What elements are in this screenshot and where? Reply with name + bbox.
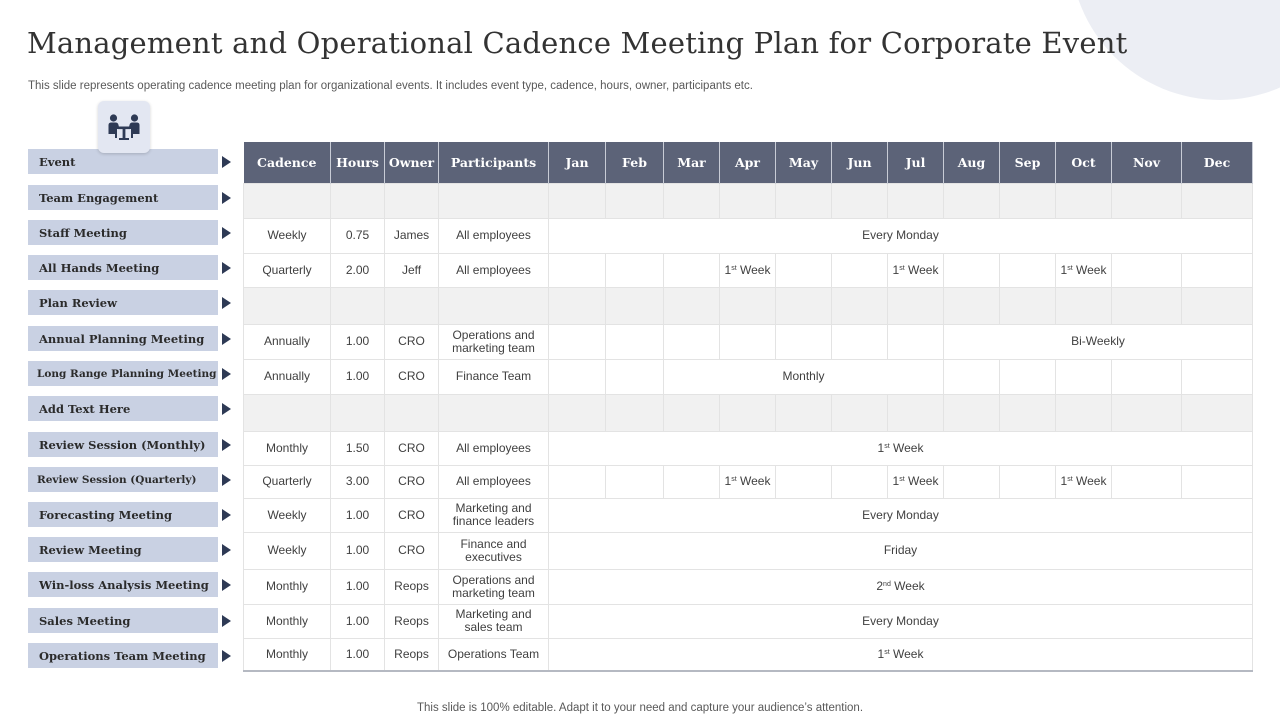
schedule-cell (549, 604, 1253, 638)
empty-cell (385, 394, 439, 431)
schedule-text: Week (1072, 262, 1107, 277)
empty-cell (776, 183, 832, 218)
table-row (244, 183, 1253, 218)
triangle-right-icon (222, 297, 231, 309)
triangle-right-icon (222, 509, 231, 521)
schedule-text: Friday (883, 543, 918, 557)
schedule-ordinal-suffix: st (899, 476, 905, 483)
empty-cell (439, 394, 549, 431)
month-cell (1112, 465, 1182, 498)
month-cell (1000, 359, 1056, 394)
empty-cell (1056, 183, 1112, 218)
column-header: Nov (1112, 142, 1182, 183)
sidebar-label: Plan Review (28, 290, 218, 315)
column-header: Dec (1182, 142, 1253, 183)
schedule-ordinal-suffix: st (884, 648, 890, 656)
schedule-cell (549, 638, 1253, 671)
owner-cell: CRO (385, 431, 439, 465)
schedule-ordinal-suffix: st (1067, 476, 1073, 483)
month-cell (776, 465, 832, 498)
triangle-right-icon (222, 439, 231, 451)
table-row (244, 359, 1253, 394)
participants-cell: Operations and marketing team (439, 569, 549, 604)
month-cell (664, 465, 720, 498)
table-row (244, 218, 1253, 253)
empty-cell (1000, 287, 1056, 324)
column-header: Jan (549, 142, 606, 183)
empty-cell (664, 287, 720, 324)
table-row (244, 394, 1253, 431)
owner-cell: CRO (385, 532, 439, 569)
sidebar-label: Forecasting Meeting (28, 502, 218, 527)
column-header: Sep (1000, 142, 1056, 183)
empty-cell (385, 183, 439, 218)
cadence-cell: Monthly (244, 431, 331, 465)
triangle-right-icon (222, 544, 231, 556)
owner-cell: CRO (385, 465, 439, 498)
schedule-ordinal: 1 (1060, 262, 1068, 277)
participants-cell: All employees (439, 465, 549, 498)
schedule-cell (549, 431, 1253, 465)
month-cell (832, 253, 888, 287)
empty-cell (606, 287, 664, 324)
hours-cell: 1.00 (331, 498, 385, 532)
hours-cell: 1.00 (331, 569, 385, 604)
schedule-ordinal: 1 (724, 474, 732, 488)
schedule-text: Week (889, 646, 924, 661)
empty-cell (1112, 287, 1182, 324)
empty-cell (549, 287, 606, 324)
hours-cell: 1.50 (331, 431, 385, 465)
footer-note: This slide is 100% editable. Adapt it to your need and capture your audience’s attention. (416, 702, 864, 714)
table-row (244, 532, 1253, 569)
table-row (244, 465, 1253, 498)
month-cell (664, 324, 720, 359)
empty-cell (606, 394, 664, 431)
schedule-text: Week (890, 579, 925, 593)
month-cell (549, 253, 606, 287)
empty-cell (1056, 394, 1112, 431)
owner-cell: Reops (385, 638, 439, 671)
empty-cell (720, 183, 776, 218)
empty-cell (244, 183, 331, 218)
sidebar-label: All Hands Meeting (28, 255, 218, 280)
empty-cell (385, 287, 439, 324)
sidebar-label: Long Range Planning Meeting (28, 361, 218, 386)
empty-cell (606, 183, 664, 218)
cadence-cell: Monthly (244, 638, 331, 671)
schedule-cell (1056, 465, 1112, 498)
owner-cell: Reops (385, 604, 439, 638)
empty-cell (549, 394, 606, 431)
column-header: Feb (606, 142, 664, 183)
table-row (244, 287, 1253, 324)
month-cell (776, 324, 832, 359)
empty-cell (1056, 287, 1112, 324)
empty-cell (832, 287, 888, 324)
empty-cell (888, 394, 944, 431)
month-cell (776, 253, 832, 287)
empty-cell (244, 287, 331, 324)
schedule-cell (944, 324, 1253, 359)
owner-cell: Reops (385, 569, 439, 604)
month-cell (1000, 465, 1056, 498)
column-header: Aug (944, 142, 1000, 183)
triangle-right-icon (222, 192, 231, 204)
cadence-cell: Weekly (244, 218, 331, 253)
month-cell (944, 253, 1000, 287)
month-cell (1182, 253, 1253, 287)
empty-cell (944, 287, 1000, 324)
schedule-ordinal: 1 (892, 262, 900, 277)
sidebar-label: Operations Team Meeting (28, 643, 218, 668)
month-cell (549, 359, 606, 394)
schedule-ordinal: 1 (1060, 474, 1068, 488)
hours-cell: 1.00 (331, 604, 385, 638)
empty-cell (776, 287, 832, 324)
month-cell (720, 324, 776, 359)
column-header: Owner (385, 142, 439, 183)
schedule-cell (549, 569, 1253, 604)
month-cell (606, 253, 664, 287)
schedule-ordinal-suffix: st (1067, 264, 1073, 272)
schedule-cell (549, 498, 1253, 532)
schedule-ordinal-suffix: st (899, 264, 905, 272)
table-row (244, 324, 1253, 359)
month-cell (888, 324, 944, 359)
table-row (244, 638, 1253, 671)
schedule-text: Bi-Weekly (1071, 334, 1125, 348)
schedule-cell (664, 359, 944, 394)
participants-cell: Finance and executives (439, 532, 549, 569)
month-cell (1056, 359, 1112, 394)
triangle-right-icon (222, 579, 231, 591)
empty-cell (944, 183, 1000, 218)
table-row (244, 569, 1253, 604)
owner-cell: Jeff (385, 253, 439, 287)
column-header: Oct (1056, 142, 1112, 183)
month-cell (1000, 253, 1056, 287)
schedule-ordinal-suffix: st (884, 442, 890, 450)
owner-cell: CRO (385, 498, 439, 532)
cadence-cell: Annually (244, 324, 331, 359)
empty-cell (549, 183, 606, 218)
triangle-right-icon (222, 227, 231, 239)
month-cell (944, 359, 1000, 394)
empty-cell (1182, 287, 1253, 324)
page-subtitle: This slide represents operating cadence meeting plan for organizational events. It includes event type, cadence, hours, owner, participants etc. (28, 80, 753, 92)
empty-cell (1000, 183, 1056, 218)
schedule-cell (888, 465, 944, 498)
triangle-right-icon (222, 262, 231, 274)
cadence-cell: Weekly (244, 532, 331, 569)
table-row (244, 253, 1253, 287)
month-cell (1112, 359, 1182, 394)
meeting-people-icon (98, 101, 150, 153)
empty-cell (331, 394, 385, 431)
schedule-ordinal: 1 (724, 262, 732, 277)
hours-cell: 1.00 (331, 359, 385, 394)
schedule-ordinal: 2 (876, 579, 884, 593)
schedule-cell (549, 532, 1253, 569)
empty-cell (776, 394, 832, 431)
triangle-right-icon (222, 368, 231, 380)
triangle-right-icon (222, 333, 231, 345)
sidebar-label: Review Session (Quarterly) (28, 467, 218, 492)
empty-cell (1112, 394, 1182, 431)
column-header: Cadence (244, 142, 331, 183)
month-cell (606, 324, 664, 359)
empty-cell (664, 183, 720, 218)
month-cell (832, 465, 888, 498)
sidebar-label: Review Meeting (28, 537, 218, 562)
empty-cell (944, 394, 1000, 431)
participants-cell: All employees (439, 218, 549, 253)
schedule-cell (720, 253, 776, 287)
table-header-row (244, 142, 1253, 183)
sidebar-label: Add Text Here (28, 396, 218, 421)
schedule-text: Every Monday (862, 507, 939, 522)
participants-cell: Marketing and finance leaders (439, 498, 549, 532)
schedule-ordinal-suffix: st (731, 264, 737, 272)
month-cell (549, 465, 606, 498)
schedule-ordinal-suffix: st (731, 476, 737, 483)
triangle-right-icon (222, 650, 231, 662)
sidebar-label: Staff Meeting (28, 220, 218, 245)
month-cell (832, 324, 888, 359)
schedule-text: Week (904, 262, 939, 277)
schedule-ordinal: 1 (892, 474, 900, 488)
month-cell (664, 253, 720, 287)
empty-cell (331, 287, 385, 324)
column-header: Participants (439, 142, 549, 183)
hours-cell: 1.00 (331, 324, 385, 359)
sidebar-label: Event (28, 149, 218, 174)
hours-cell: 3.00 (331, 465, 385, 498)
empty-cell (1000, 394, 1056, 431)
column-header: Hours (331, 142, 385, 183)
participants-cell: All employees (439, 431, 549, 465)
schedule-cell (888, 253, 944, 287)
page-title: Management and Operational Cadence Meeting Plan for Corporate Event (27, 26, 1128, 60)
participants-cell: Operations and marketing team (439, 324, 549, 359)
participants-cell: Finance Team (439, 359, 549, 394)
cadence-cell: Quarterly (244, 465, 331, 498)
empty-cell (832, 183, 888, 218)
schedule-ordinal-suffix: nd (883, 581, 891, 588)
participants-cell: Marketing and sales team (439, 604, 549, 638)
schedule-cell (549, 218, 1253, 253)
empty-cell (1182, 183, 1253, 218)
empty-cell (720, 394, 776, 431)
sidebar-label: Review Session (Monthly) (28, 432, 218, 457)
column-header: Jun (832, 142, 888, 183)
triangle-right-icon (222, 403, 231, 415)
schedule-text: Week (889, 440, 924, 455)
empty-cell (720, 287, 776, 324)
owner-cell: James (385, 218, 439, 253)
cadence-cell: Monthly (244, 569, 331, 604)
cadence-cell: Monthly (244, 604, 331, 638)
sidebar-label: Team Engagement (28, 185, 218, 210)
hours-cell: 1.00 (331, 638, 385, 671)
sidebar-label: Annual Planning Meeting (28, 326, 218, 351)
empty-cell (888, 287, 944, 324)
schedule-text: Every Monday (862, 228, 939, 242)
cadence-cell: Quarterly (244, 253, 331, 287)
hours-cell: 0.75 (331, 218, 385, 253)
sidebar-label: Win-loss Analysis Meeting (28, 572, 218, 597)
empty-cell (832, 394, 888, 431)
schedule-text: Week (904, 474, 939, 488)
month-cell (1182, 465, 1253, 498)
empty-cell (1112, 183, 1182, 218)
empty-cell (331, 183, 385, 218)
participants-cell: All employees (439, 253, 549, 287)
month-cell (1182, 359, 1253, 394)
schedule-cell (1056, 253, 1112, 287)
cadence-table (243, 142, 1253, 672)
sidebar-label: Sales Meeting (28, 608, 218, 633)
owner-cell: CRO (385, 324, 439, 359)
schedule-cell (720, 465, 776, 498)
empty-cell (888, 183, 944, 218)
month-cell (549, 324, 606, 359)
schedule-text: Every Monday (862, 613, 939, 628)
column-header: Mar (664, 142, 720, 183)
triangle-right-icon (222, 474, 231, 486)
column-header: Apr (720, 142, 776, 183)
cadence-cell: Annually (244, 359, 331, 394)
column-header: May (776, 142, 832, 183)
schedule-text: Week (736, 262, 771, 277)
empty-cell (439, 287, 549, 324)
hours-cell: 1.00 (331, 532, 385, 569)
table-row (244, 604, 1253, 638)
triangle-right-icon (222, 615, 231, 627)
empty-cell (1182, 394, 1253, 431)
owner-cell: CRO (385, 359, 439, 394)
empty-cell (244, 394, 331, 431)
participants-cell: Operations Team (439, 638, 549, 671)
month-cell (944, 465, 1000, 498)
column-header: Jul (888, 142, 944, 183)
empty-cell (439, 183, 549, 218)
schedule-ordinal: 1 (877, 646, 885, 661)
table-row (244, 498, 1253, 532)
schedule-text: Monthly (782, 369, 825, 383)
triangle-right-icon (222, 156, 231, 168)
month-cell (1112, 253, 1182, 287)
month-cell (606, 465, 664, 498)
hours-cell: 2.00 (331, 253, 385, 287)
month-cell (606, 359, 664, 394)
empty-cell (664, 394, 720, 431)
schedule-text: Week (736, 474, 771, 488)
schedule-text: Week (1072, 474, 1107, 488)
schedule-ordinal: 1 (877, 440, 885, 455)
cadence-cell: Weekly (244, 498, 331, 532)
table-row (244, 431, 1253, 465)
